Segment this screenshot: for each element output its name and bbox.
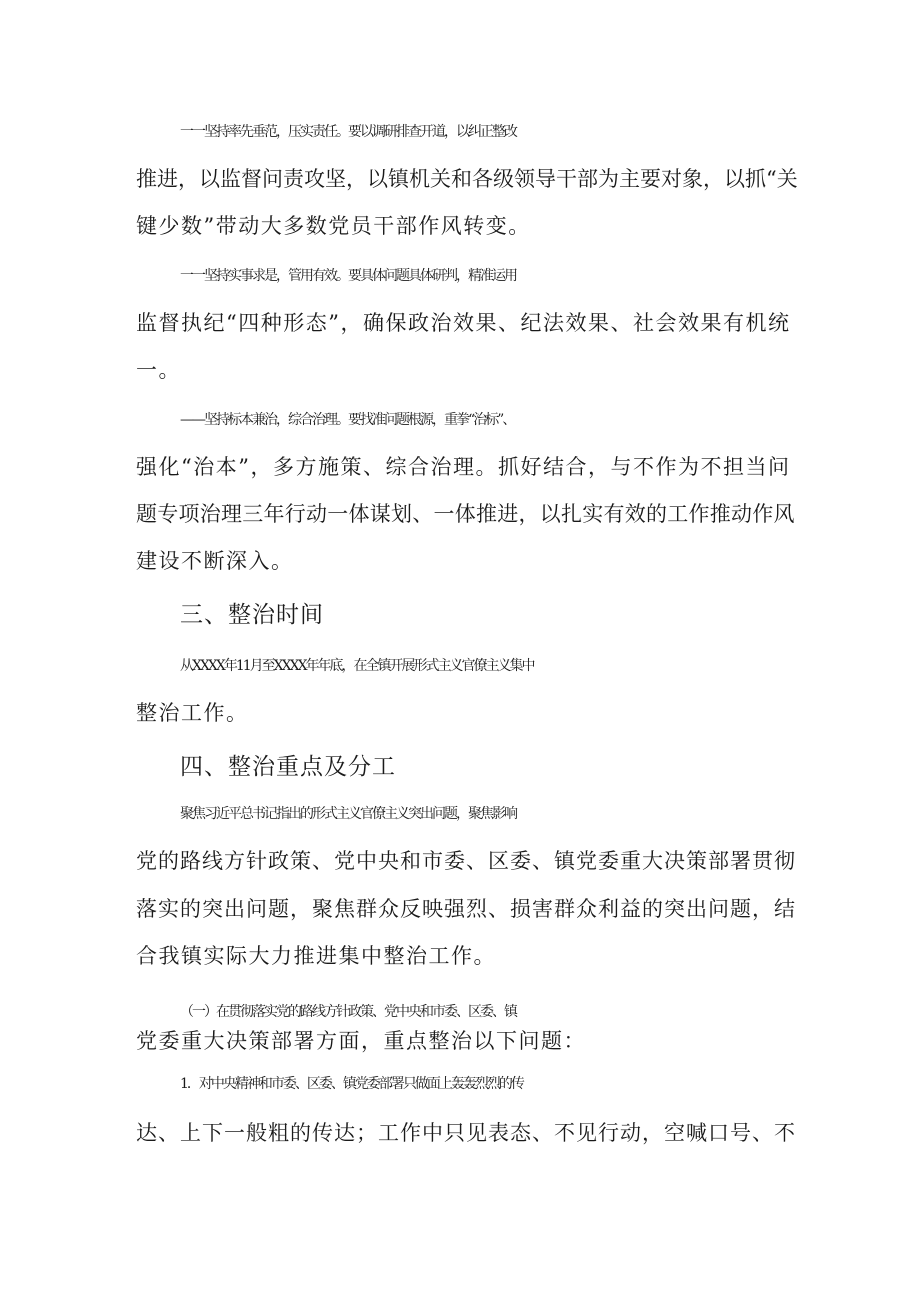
paragraph-line: 题专项治理三年行动一体谋划、一体推进，以扎实有效的工作推动作风 (136, 502, 795, 526)
paragraph-line: 合我镇实际大力推进集中整治工作。 (136, 944, 496, 968)
paragraph-line: 党委重大决策部署方面，重点整治以下问题： (136, 1029, 586, 1053)
paragraph-line: ——坚持标本兼治，综合治理。要找准问题根源，重拳“治标”、 (180, 412, 515, 428)
paragraph-line: 党的路线方针政策、党中央和市委、区委、镇党委重大决策部署贯彻 (136, 849, 796, 873)
paragraph-line: 聚焦习近平总书记指出的形式主义官僚主义突出问题，聚焦影响 (180, 806, 516, 822)
paragraph-line: 推进，以监督问责攻坚，以镇机关和各级领导干部为主要对象，以抓“关 (136, 167, 798, 191)
paragraph-line: 一。 (136, 358, 181, 382)
paragraph-line: 达、上下一般粗的传达；工作中只见表态、不见行动，空喊口号、不 (136, 1121, 796, 1145)
paragraph-line: 监督执纪“四种形态”，确保政治效果、纪法效果、社会效果有机统 (136, 311, 791, 335)
paragraph-line: 1．对中央精神和市委、区委、镇党委部署只做面上轰轰烈烈的传 (180, 1076, 523, 1092)
paragraph-line: 键少数”带动大多数党员干部作风转变。 (136, 214, 531, 238)
paragraph-line: （一）在贯彻落实党的路线方针政策、党中央和市委、区委、镇 (180, 1004, 516, 1020)
paragraph-line: 从XXXX年11月至XXXX年年底，在全镇开展形式主义官僚主义集中 (180, 658, 534, 674)
paragraph-line: 强化“治本”，多方施策、综合治理。抓好结合，与不作为不担当问 (136, 455, 791, 479)
paragraph-line: 整治工作。 (136, 701, 249, 725)
paragraph-line: 一一坚持率先垂范，压实责任。要以调研排查开道，以纠正整改 (180, 124, 516, 140)
paragraph-line: 一一坚持实事求是，管用有效。要具体问题具体研判，精准运用 (180, 268, 516, 284)
paragraph-line: 建设不断深入。 (136, 549, 294, 573)
section-heading: 四、整治重点及分工 (180, 754, 396, 780)
section-heading: 三、整治时间 (180, 602, 324, 628)
paragraph-line: 落实的突出问题，聚焦群众反映强烈、损害群众利益的突出问题，结 (136, 897, 796, 921)
